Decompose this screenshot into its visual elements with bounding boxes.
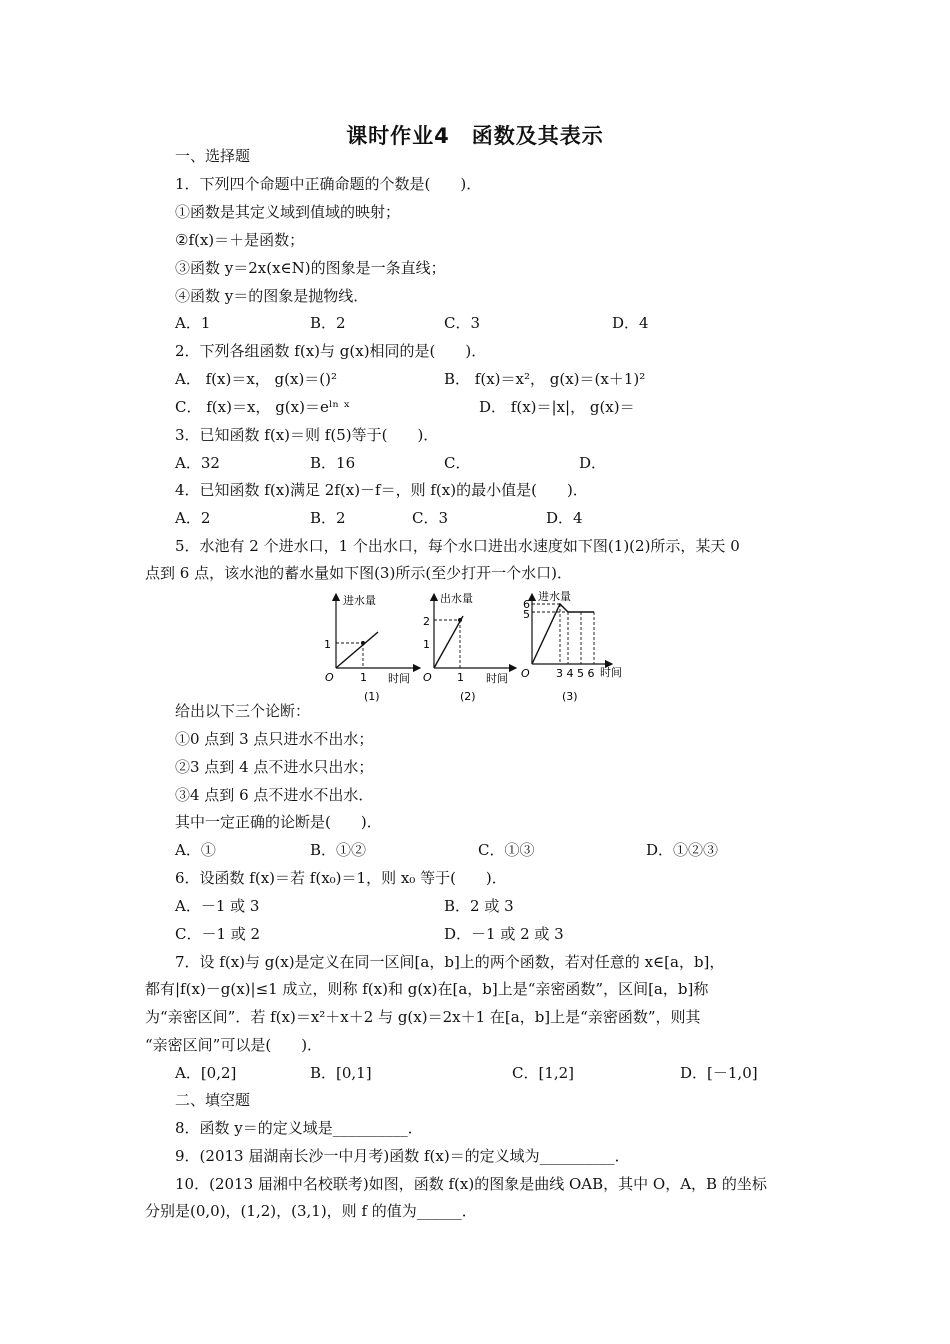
graph-2-ylabel: 出水量 <box>440 592 473 605</box>
graph-1-origin: O <box>325 671 334 684</box>
question-6-option-a: A．－1 或 3 <box>175 897 260 915</box>
graph-3-caption: (3) <box>562 690 578 703</box>
graph-2-caption: (2) <box>460 690 476 703</box>
question-7-stem: 都有|f(x)－g(x)|≤1 成立，则称 f(x)和 g(x)在[a，b]上是“亲密函数”，区间[a，b]称 <box>145 980 709 998</box>
question-1-option-b: B．2 <box>310 314 346 332</box>
question-5-option-b: B．①② <box>310 841 367 859</box>
question-8: 8．函数 y＝的定义域是__________． <box>175 1119 423 1137</box>
question-4-option-b: B．2 <box>310 509 346 527</box>
question-5-ask: 其中一定正确的论断是( )． <box>175 813 382 831</box>
graph-1 <box>324 593 420 703</box>
question-7-stem: “亲密区间”可以是( )． <box>145 1036 323 1054</box>
graph-2-ytick: 2 <box>423 615 430 628</box>
graph-3-origin: O <box>521 667 530 680</box>
question-3-option-b: B．16 <box>310 454 356 472</box>
question-1-item: ④函数 y＝的图象是抛物线． <box>175 287 369 305</box>
question-7-option-c: C．[1,2] <box>512 1064 575 1082</box>
section-heading-choice: 一、选择题 <box>175 147 251 165</box>
graph-3-xticks: 3 4 5 6 <box>556 667 595 680</box>
question-5-item: ②3 点到 4 点不进水只出水； <box>175 758 374 776</box>
question-6-stem: 6．设函数 f(x)＝若 f(x₀)＝1，则 x₀ 等于( )． <box>175 869 507 887</box>
question-2-option-b: B． f(x)＝x²， g(x)＝(x＋1)² <box>444 370 646 388</box>
question-2-option-c: C． f(x)＝x， g(x)＝eˡⁿ ˣ <box>175 398 351 416</box>
question-2-option-a: A． f(x)＝x， g(x)＝()² <box>175 370 338 388</box>
question-7-stem: 7．设 f(x)与 g(x)是定义在同一区间[a，b]上的两个函数，若对任意的 x∈[a，b]， <box>175 953 725 971</box>
graph-1-xlabel: 时间 <box>388 672 410 685</box>
question-6-option-b: B．2 或 3 <box>444 897 514 915</box>
question-5-stem: 点到 6 点，该水池的蓄水量如下图(3)所示(至少打开一个水口)． <box>145 564 573 582</box>
question-1-item: ③函数 y＝2x(x∈N)的图象是一条直线； <box>175 259 446 277</box>
graph-3-ytick-top: 6 <box>523 598 530 611</box>
question-4-option-d: D．4 <box>546 509 583 527</box>
graph-3-xlabel: 时间 <box>600 666 622 679</box>
question-9: 9．(2013 届湖南长沙一中月考)函数 f(x)＝的定义域为__________． <box>175 1147 630 1165</box>
graph-3 <box>521 590 622 703</box>
graph-2-xlabel: 时间 <box>486 672 508 685</box>
question-1-option-c: C．3 <box>444 314 481 332</box>
graph-2-origin: O <box>423 671 432 684</box>
question-6-option-c: C．－1 或 2 <box>175 925 261 943</box>
graph-2-ytick-low: 1 <box>423 638 430 651</box>
graph-2 <box>423 591 516 703</box>
graph-1-caption: (1) <box>364 690 380 703</box>
question-5-option-d: D．①②③ <box>646 841 719 859</box>
question-5-option-c: C．①③ <box>478 841 535 859</box>
question-5-item: ①0 点到 3 点只进水不出水； <box>175 730 374 748</box>
question-3-option-d: D． <box>579 454 607 472</box>
question-3-option-a: A．32 <box>175 454 220 472</box>
water-rate-graphs <box>318 590 638 706</box>
graph-3-ytick-mid: 5 <box>523 608 530 621</box>
question-4-option-c: C．3 <box>412 509 449 527</box>
graph-3-ylabel: 进水量 <box>538 590 571 603</box>
question-2-option-d: D． f(x)＝|x|， g(x)＝ <box>479 398 635 416</box>
question-5-intro: 给出以下三个论断： <box>175 702 311 720</box>
question-6-option-d: D．－1 或 2 或 3 <box>444 925 564 943</box>
question-1-stem: 1．下列四个命题中正确命题的个数是( )． <box>175 175 482 193</box>
question-3-option-c: C． <box>444 454 471 472</box>
question-3-stem: 3．已知函数 f(x)＝则 f(5)等于( )． <box>175 426 439 444</box>
question-4-stem: 4．已知函数 f(x)满足 2f(x)－f＝，则 f(x)的最小值是( )． <box>175 481 588 499</box>
question-1-option-a: A．1 <box>175 314 211 332</box>
question-7-option-d: D．[－1,0] <box>680 1064 758 1082</box>
question-7-option-b: B．[0,1] <box>310 1064 372 1082</box>
question-7-option-a: A．[0,2] <box>175 1064 237 1082</box>
question-7-stem: 为“亲密区间”．若 f(x)＝x²＋x＋2 与 g(x)＝2x＋1 在[a，b]上是“亲密函数”，则其 <box>145 1008 701 1026</box>
question-1-item: ①函数是其定义域到值域的映射； <box>175 203 401 221</box>
question-10-stem: 10．(2013 届湘中名校联考)如图，函数 f(x)的图象是曲线 OAB，其中 O，A，B 的坐标 <box>175 1175 767 1193</box>
graph-1-ylabel: 进水量 <box>343 594 376 607</box>
question-1-option-d: D．4 <box>612 314 649 332</box>
graph-1-ytick: 1 <box>324 638 331 651</box>
question-5-item: ③4 点到 6 点不进水不出水． <box>175 786 374 804</box>
question-1-item: ②f(x)＝＋是函数； <box>175 231 305 249</box>
section-heading-fill: 二、填空题 <box>175 1091 251 1109</box>
question-5-stem: 5．水池有 2 个进水口，1 个出水口，每个水口进出水速度如下图(1)(2)所示，某天 0 <box>175 537 740 555</box>
question-5-option-a: A．① <box>175 841 216 859</box>
question-5-figure <box>318 590 638 706</box>
graph-1-xtick: 1 <box>360 671 367 684</box>
graph-2-xtick: 1 <box>457 671 464 684</box>
page-title: 课时作业4 函数及其表示 <box>346 124 604 148</box>
question-10-stem: 分别是(0,0)，(1,2)，(3,1)，则 f 的值为______． <box>145 1202 477 1220</box>
question-4-option-a: A．2 <box>175 509 211 527</box>
question-2-stem: 2．下列各组函数 f(x)与 g(x)相同的是( )． <box>175 342 487 360</box>
